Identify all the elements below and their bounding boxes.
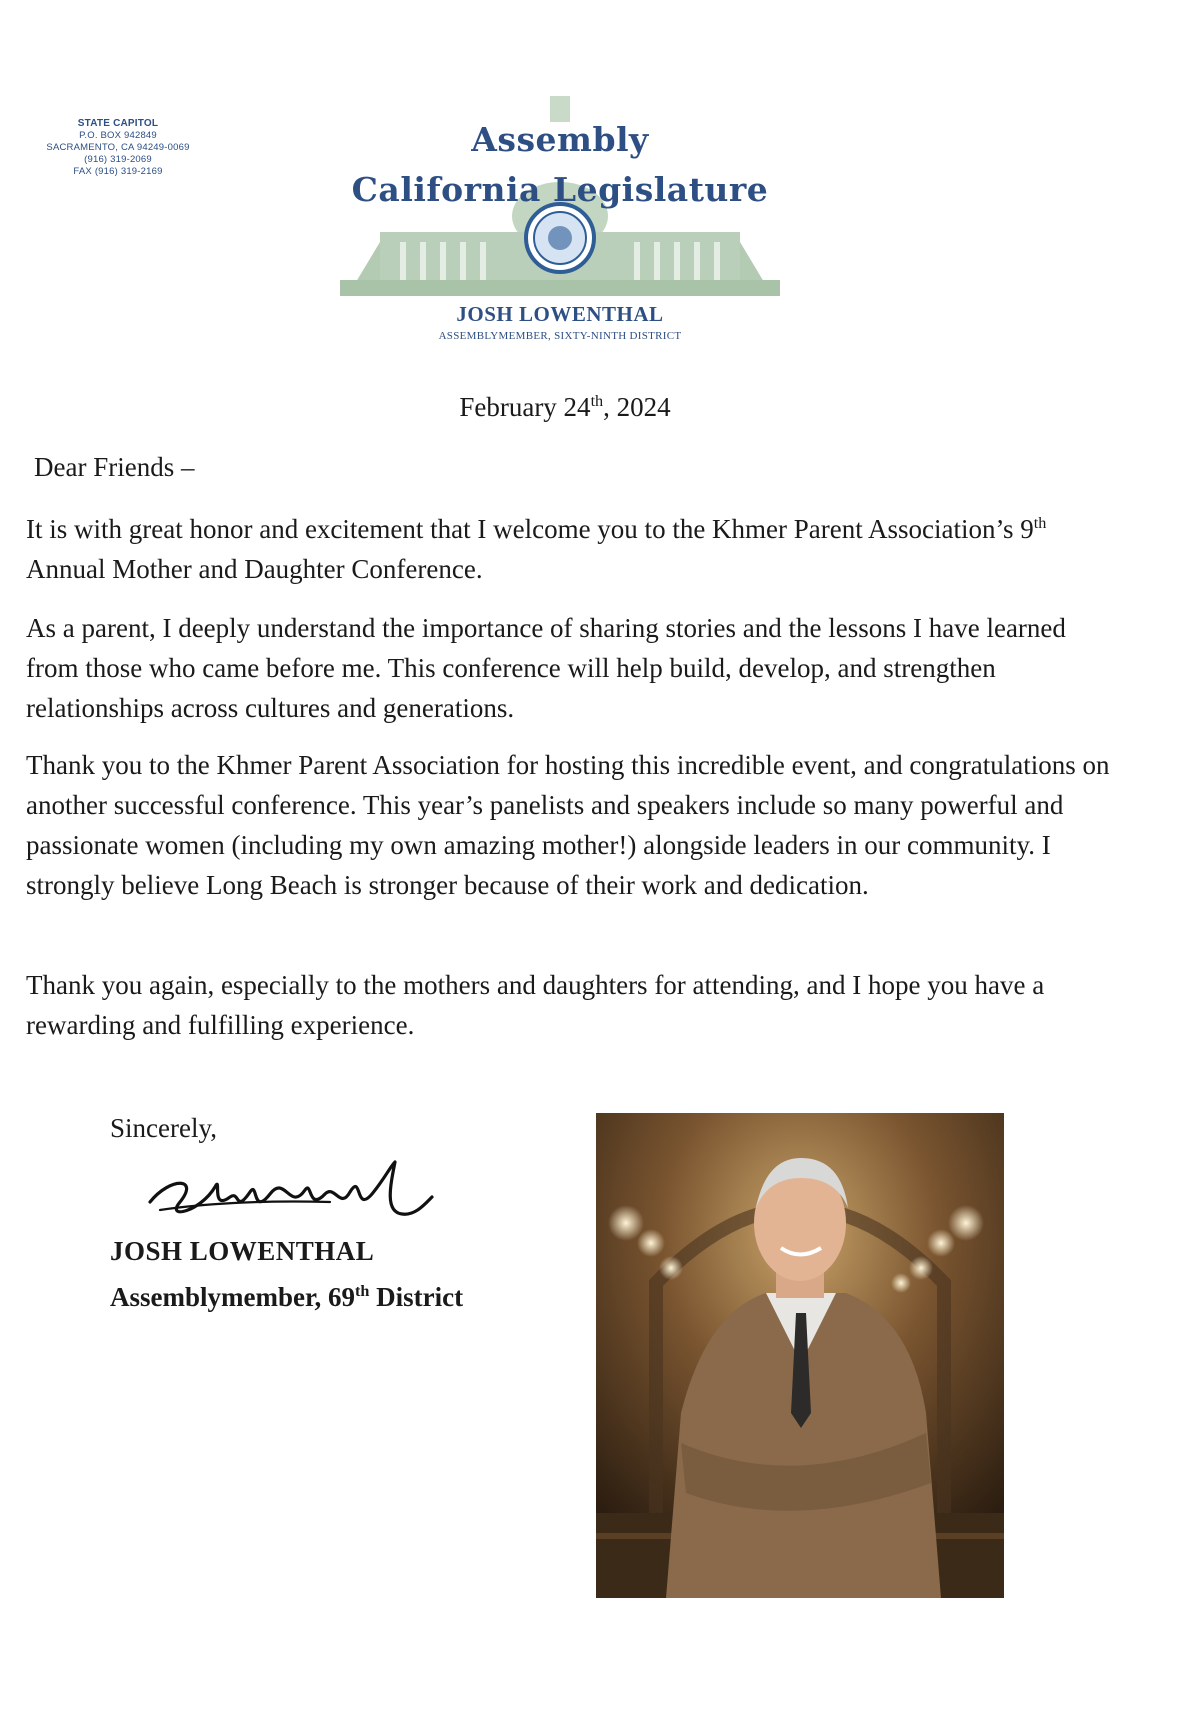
date-superscript: th — [590, 392, 604, 410]
signer-title — [110, 1282, 463, 1313]
paragraph-2: As a parent, I deeply understand the importance of sharing stories and the lessons I have learned from those who came before me. This conference will help build, develop, and strengthen relationships across cultures and generations. — [26, 613, 1066, 723]
signer-title-part-a: Assemblymember, 69 — [110, 1282, 355, 1312]
signer-title-part-b: District — [369, 1282, 464, 1312]
letterhead-legislature: California Legislature — [351, 170, 769, 209]
paragraph-1-part-b: Annual Mother and Daughter Conference. — [26, 554, 483, 584]
paragraph-3: Thank you to the Khmer Parent Association for hosting this incredible event, and congratulations on another successful conference. This year’s panelists and speakers include so many powerful and passionate women (including my own amazing mother!) alongside leaders in our community. I strongly believe Long Beach is stronger because of their work and dedication. — [26, 750, 1110, 900]
letterhead-member-name: JOSH LOWENTHAL — [456, 302, 664, 326]
date-prefix: February 24 — [459, 392, 591, 422]
address-fax: FAX (916) 319-2169 — [73, 166, 163, 177]
signer-name: JOSH LOWENTHAL — [110, 1236, 375, 1266]
portrait-photo — [596, 1113, 1004, 1598]
letterhead-assembly: Assembly — [471, 120, 649, 159]
paragraph-1 — [26, 509, 1116, 589]
address-block — [8, 118, 228, 178]
salutation: Dear Friends – — [34, 452, 195, 482]
address-phone: (916) 319-2069 — [84, 154, 152, 165]
paragraph-1-superscript: th — [1033, 514, 1047, 532]
address-title: STATE CAPITOL — [77, 118, 159, 129]
paragraph-1-part-a: It is with great honor and excitement that I welcome you to the Khmer Parent Association’s 9 — [26, 514, 1034, 544]
address-box: P.O. BOX 942849 — [79, 130, 157, 141]
paragraph-4: Thank you again, especially to the mothers and daughters for attending, and I hope you have a rewarding and fulfilling experience. — [26, 970, 1045, 1040]
letterhead — [340, 92, 780, 362]
date-suffix: , 2024 — [603, 392, 671, 422]
closing: Sincerely, — [110, 1113, 217, 1143]
letter-date — [0, 392, 1130, 423]
letterhead-member-title: ASSEMBLYMEMBER, SIXTY-NINTH DISTRICT — [438, 330, 682, 342]
address-city: SACRAMENTO, CA 94249-0069 — [46, 142, 190, 153]
signer-title-superscript: th — [354, 1282, 370, 1300]
signature-image — [140, 1142, 440, 1237]
